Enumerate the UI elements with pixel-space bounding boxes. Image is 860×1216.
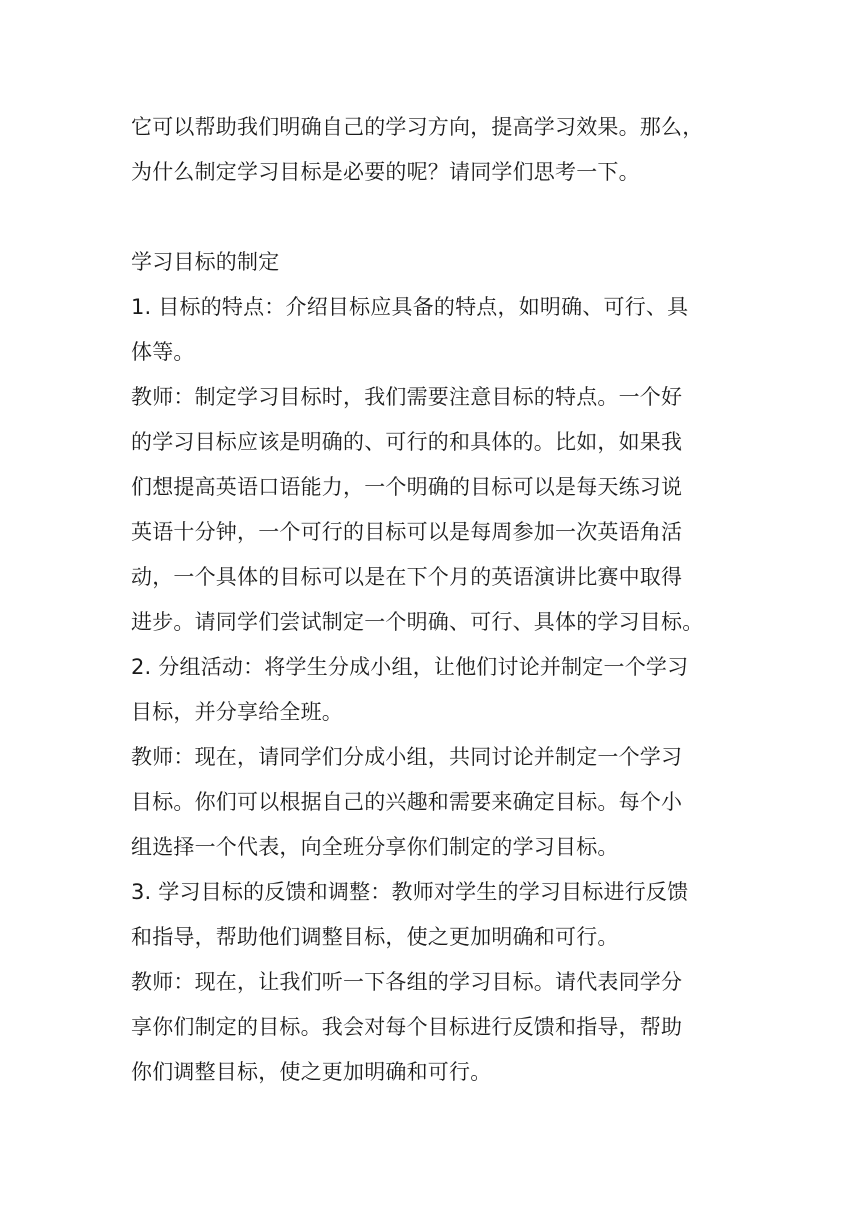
paragraph-line: 为什么制定学习目标是必要的呢？请同学们思考一下。: [131, 160, 640, 184]
teacher-paragraph-line: 动，一个具体的目标可以是在下个月的英语演讲比赛中取得: [131, 565, 683, 589]
teacher-paragraph-line: 们想提高英语口语能力，一个明确的目标可以是每天练习说: [131, 475, 683, 499]
teacher-paragraph-line: 教师：现在，让我们听一下各组的学习目标。请代表同学分: [131, 970, 683, 994]
teacher-paragraph-line: 你们调整目标，使之更加明确和可行。: [131, 1060, 492, 1084]
teacher-paragraph-line: 英语十分钟，一个可行的目标可以是每周参加一次英语角活: [131, 520, 683, 544]
teacher-paragraph-line: 进步。请同学们尝试制定一个明确、可行、具体的学习目标。: [131, 610, 704, 634]
list-item-1-line: 体等。: [131, 340, 195, 364]
list-item-3-line: 和指导，帮助他们调整目标，使之更加明确和可行。: [131, 925, 619, 949]
section-heading: 学习目标的制定: [131, 250, 280, 274]
blank-line: [131, 195, 733, 240]
list-item-2-line: 2. 分组活动：将学生分成小组，让他们讨论并制定一个学习: [131, 655, 689, 679]
teacher-paragraph-line: 的学习目标应该是明确的、可行的和具体的。比如，如果我: [131, 430, 683, 454]
teacher-paragraph-line: 组选择一个代表，向全班分享你们制定的学习目标。: [131, 835, 619, 859]
document-body: [131, 105, 733, 1095]
teacher-paragraph-line: 享你们制定的目标。我会对每个目标进行反馈和指导，帮助: [131, 1015, 683, 1039]
teacher-paragraph-line: 目标。你们可以根据自己的兴趣和需要来确定目标。每个小: [131, 790, 683, 814]
list-item-1-line: 1. 目标的特点：介绍目标应具备的特点，如明确、可行、具: [131, 295, 689, 319]
list-item-2-line: 目标，并分享给全班。: [131, 700, 343, 724]
list-item-3-line: 3. 学习目标的反馈和调整：教师对学生的学习目标进行反馈: [131, 880, 689, 904]
paragraph-line: 它可以帮助我们明确自己的学习方向，提高学习效果。那么，: [131, 115, 704, 139]
teacher-paragraph-line: 教师：现在，请同学们分成小组，共同讨论并制定一个学习: [131, 745, 683, 769]
teacher-paragraph-line: 教师：制定学习目标时，我们需要注意目标的特点。一个好: [131, 385, 683, 409]
